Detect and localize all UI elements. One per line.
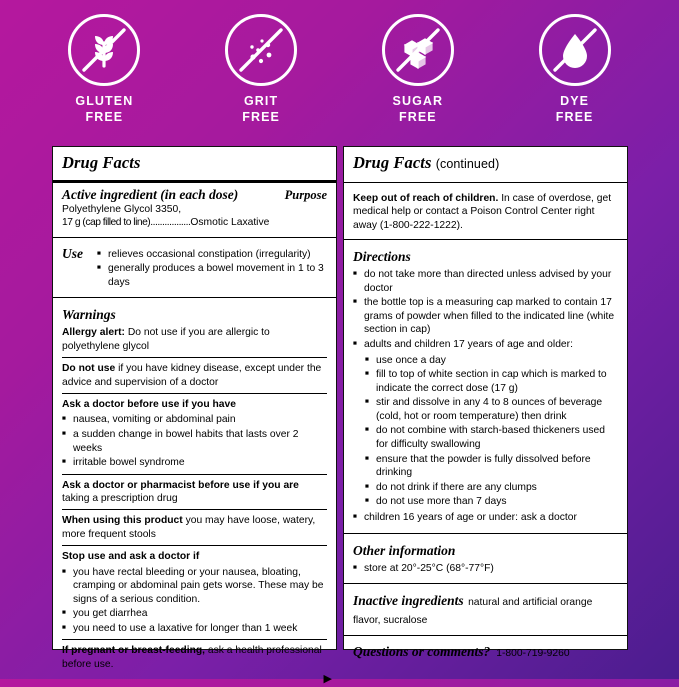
inactive-ingredients-text: natural and artificial orange flavor, sucralose [353,597,593,627]
keep-out-of-reach-section [344,188,627,235]
directions-list [353,268,618,351]
divider [62,357,327,358]
badge-row [0,0,679,140]
stop-use-heading: Stop use and ask a doctor if [62,551,200,563]
list-item: ■ stir and dissolve in any 4 to 8 ounces of beverage (cold, hot or room temperature) then drink [365,396,618,423]
active-ingredient-section [53,183,336,233]
continue-arrow-icon: ▶ [323,673,332,686]
ask-pharmacist: Ask a doctor or pharmacist before use if you are taking a prescription drug [62,479,299,505]
active-ingredient-line1: Polyethylene Glycol 3350, [62,204,182,215]
list-item: ■ do not take more than directed unless advised by your doctor [353,268,618,295]
directions-list-end [353,511,618,525]
directions-heading: Directions [353,249,411,265]
badge-label-line1: GRIT [243,94,279,108]
keep-out-heading: Keep out of reach of children. [353,193,499,204]
badge-grit-free [186,14,336,125]
questions-section [344,640,627,663]
warnings-heading: Warnings [62,307,116,323]
use-section [53,242,336,294]
directions-section [344,244,627,528]
divider [62,474,327,475]
badge-label-line2: FREE [242,109,280,124]
list-item: ■ children 16 years of age or under: ask a doctor [353,511,618,525]
ask-doctor-before-heading: Ask a doctor before use if you have [62,398,236,410]
inactive-ingredients-heading: Inactive ingredients [353,593,464,609]
list-item: ■ you need to use a laxative for longer than 1 week [62,622,327,636]
active-ingredient-heading: Active ingredient (in each dose) [62,187,239,202]
allergy-alert: Allergy alert: Do not use if you are allergic to polyethylene glycol [62,327,270,352]
divider [344,239,627,240]
divider [344,583,627,584]
badge-label-line2: FREE [555,109,594,124]
continued-label: (continued) [435,157,500,171]
stop-use-list [62,566,327,636]
list-item: ■ do not use more than 7 days [365,495,618,509]
list-item: ■ relieves occasional constipation (irregularity) [97,248,327,262]
other-information-section [344,538,627,580]
list-item: ■ adults and children 17 years of age and older: [353,338,618,352]
warnings-section [53,302,336,674]
left-title-block [53,147,336,177]
badge-sugar-free [343,14,493,125]
directions-sublist [365,354,618,509]
divider [344,182,627,183]
list-item: ■ ensure that the powder is fully dissolved before drinking [365,453,618,480]
badge-label-line2: FREE [85,109,124,124]
list-item: ■ do not combine with starch-based thickeners used for difficulty swallowing [365,424,618,451]
dye-drop-slash-icon [539,14,611,86]
purpose-heading: Purpose [284,188,327,202]
wheat-slash-icon [68,14,140,86]
drug-facts-panel [52,146,628,686]
inactive-ingredients-section [344,588,627,631]
drug-facts-right-column [343,146,628,660]
ask-doctor-before-list [62,413,327,469]
purpose-value: Osmotic Laxative [190,217,270,229]
divider [62,393,327,394]
list-item: ■ generally produces a bowel movement in 1 to 3 days [97,262,327,289]
list-item: ■ a sudden change in bowel habits that lasts over 2 weeks [62,428,327,455]
divider [62,545,327,546]
sugar-cubes-slash-icon [382,14,454,86]
badge-dye-free [500,14,650,125]
list-item: ■ you get diarrhea [62,607,327,621]
list-item: ■ irritable bowel syndrome [62,456,327,470]
divider [344,635,627,636]
grit-slash-icon [225,14,297,86]
badge-label-line1: SUGAR [392,94,444,108]
use-list [97,248,327,291]
other-information-list [353,562,618,576]
badge-label-line1: GLUTEN [75,94,134,108]
divider [53,237,336,238]
badge-label-line2: FREE [399,109,437,124]
list-item: ■ nausea, vomiting or abdominal pain [62,413,327,427]
divider [62,639,327,640]
questions-phone[interactable]: 1-800-719-9260 [496,648,570,660]
badge-label-line1: DYE [560,94,590,108]
drug-facts-left-column [52,146,337,686]
divider [344,533,627,534]
list-item: ■ fill to top of white section in cap which is marked to indicate the correct dose (17 g) [365,368,618,395]
do-not-use: Do not use if you have kidney disease, except under the advice and supervision of a doctor [62,363,322,388]
use-heading: Use [62,245,83,261]
list-item: ■ the bottle top is a measuring cap marked to contain 17 grams of powder when filled to the indicated line (white section in cap) [353,296,618,337]
other-information-heading: Other information [353,542,456,558]
list-item: ■ you have rectal bleeding or your nausea, bloating, cramping or abdominal pain gets worse. These may be signs of a serious condition. [62,566,327,607]
questions-heading: Questions or comments? [353,644,491,660]
list-item: ■ store at 20°-25°C (68°-77°F) [353,562,618,576]
pregnant-breastfeeding: If pregnant or breast-feeding, ask a health professional before use. [62,645,322,670]
divider [53,297,336,298]
drug-facts-title-continued: Drug Facts (continued) [353,153,500,172]
list-item: ■ use once a day [365,354,618,368]
drug-facts-title: Drug Facts [62,153,141,172]
when-using-product: When using this product you may have loose, watery, more frequent stools [62,515,316,540]
right-title-block [344,147,627,177]
keep-out-text: In case of overdose, get medical help or contact a Poison Control Center right away (1-800-222-1222). [353,193,612,231]
active-ingredient-line2: 17 g (cap filled to line).................Osmotic Laxative [62,217,270,229]
list-item: ■ do not drink if there are any clumps [365,481,618,495]
badge-gluten-free [29,14,179,125]
divider [62,509,327,510]
